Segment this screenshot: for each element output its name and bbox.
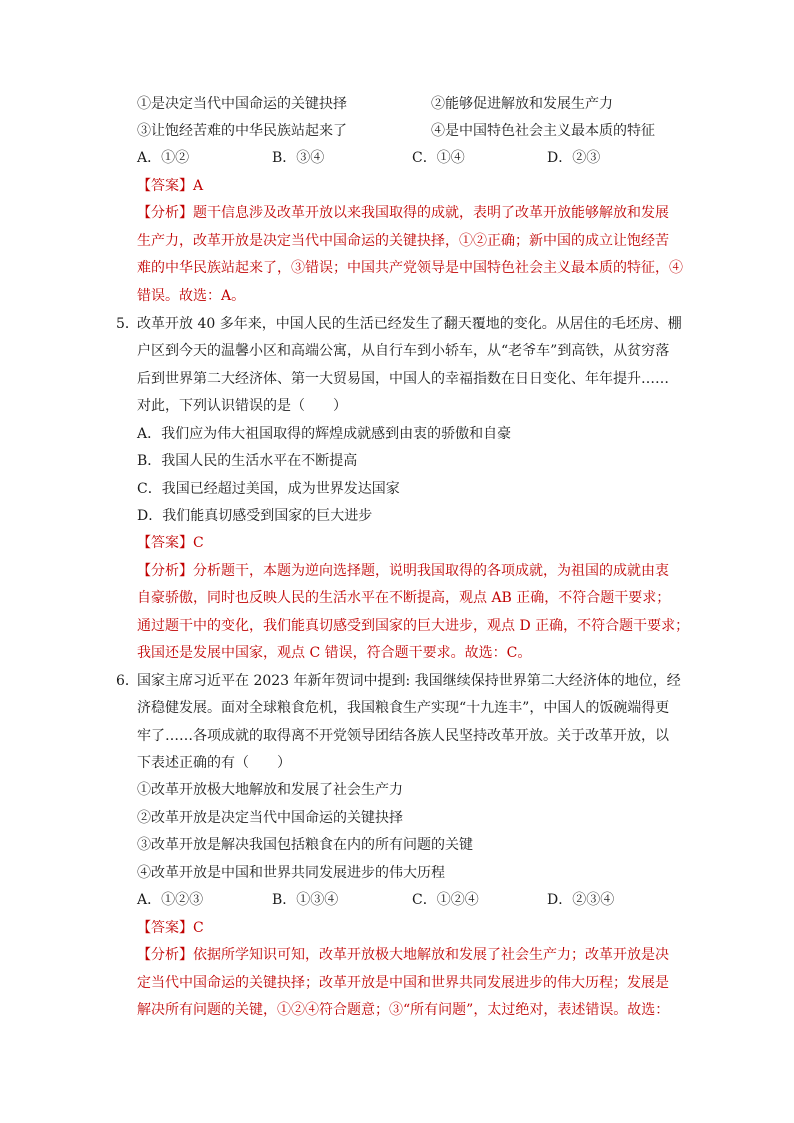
q6-option-c: C．①②④	[412, 892, 479, 908]
q6-answer	[137, 918, 204, 938]
q4-answer	[137, 176, 203, 196]
q5-analysis-line-3: 通过题干中的变化，我们能真切感受到国家的巨大进步，观点 D 正确，不符合题干要求；	[137, 618, 690, 634]
q6-analysis-line-2: 定当代中国命运的关键抉择；改革开放是中国和世界共同发展进步的伟大历程；发展是	[137, 975, 669, 991]
q6-item-2: ②改革开放是决定当代中国命运的关键抉择	[137, 810, 403, 826]
q6-analysis-line-1	[137, 945, 669, 965]
answer-value: C	[193, 920, 204, 936]
q4-item-3: ③让饱经苦难的中华民族站起来了	[137, 123, 347, 139]
analysis-text: 题干信息涉及改革开放以来我国取得的成就，表明了改革开放能够解放和发展	[193, 205, 669, 221]
q5-option-b: B．我国人民的生活水平在不断提高	[137, 453, 358, 469]
q5-number: 5．	[116, 316, 139, 332]
q6-item-3: ③改革开放是解决我国包括粮食在内的所有问题的关键	[137, 837, 473, 853]
q5-option-a: A．我们应为伟大祖国取得的辉煌成就感到由衷的骄傲和自豪	[137, 426, 512, 442]
q4-item-2: ②能够促进解放和发展生产力	[431, 96, 613, 112]
q4-analysis-line-3: 难的中华民族站起来了，③错误；中国共产党领导是中国特色社会主义最本质的特征，④	[137, 260, 683, 276]
analysis-label: 【分析】	[137, 205, 193, 221]
q4-analysis-line-4: 错误。故选：A。	[137, 288, 246, 304]
q5-option-c: C．我国已经超过美国，成为世界发达国家	[137, 481, 400, 497]
q4-option-a: A．①②	[137, 150, 190, 166]
q6-option-d: D．②③④	[547, 892, 615, 908]
q6-stem-line-1: 国家主席习近平在 2023 年新年贺词中提到: 我国继续保持世界第二大经济体的地位，经	[137, 673, 681, 689]
q5-stem-line-1: 改革开放 40 多年来，中国人民的生活已经发生了翻天覆地的变化。从居住的毛坯房、棚	[137, 316, 682, 332]
q6-number: 6．	[116, 673, 139, 689]
q4-option-d: D．②③	[547, 150, 601, 166]
q4-item-1: ①是决定当代中国命运的关键抉择	[137, 96, 347, 112]
q4-item-4: ④是中国特色社会主义最本质的特征	[431, 123, 655, 139]
q5-analysis-line-1	[137, 561, 669, 581]
q6-analysis-line-3: 解决所有问题的关键，①②④符合题意；③“所有问题”，太过绝对，表述错误。故选：	[137, 1002, 670, 1018]
answer-label: 【答案】	[137, 178, 193, 194]
q4-analysis-line-1	[137, 203, 669, 223]
answer-label: 【答案】	[137, 920, 193, 936]
q6-item-1: ①改革开放极大地解放和发展了社会生产力	[137, 782, 403, 798]
q5-option-d: D．我们能真切感受到国家的巨大进步	[137, 508, 373, 524]
q6-stem-line-4: 下表述正确的有（ ）	[137, 755, 291, 771]
q6-stem-line-2: 济稳健发展。面对全球粮食危机，我国粮食生产实现“十九连丰”，中国人的饭碗端得更	[137, 700, 670, 716]
q6-option-a: A．①②③	[137, 892, 204, 908]
analysis-text: 依据所学知识可知，改革开放极大地解放和发展了社会生产力；改革开放是决	[193, 947, 669, 963]
q4-option-c: C．①④	[412, 150, 465, 166]
q5-stem-line-3: 后到世界第二大经济体、第一大贸易国，中国人的幸福指数在日日变化、年年提升……	[137, 371, 669, 387]
q4-analysis-line-2: 生产力，改革开放是决定当代中国命运的关键抉择，①②正确；新中国的成立让饱经苦	[137, 233, 669, 249]
answer-value: A	[193, 178, 204, 194]
q4-option-b: B．③④	[272, 150, 325, 166]
q6-stem-line-3: 牢了……各项成就的取得离不开党领导团结各族人民坚持改革开放。关于改革开放，以	[137, 728, 669, 744]
q5-answer	[137, 533, 204, 553]
q6-item-4: ④改革开放是中国和世界共同发展进步的伟大历程	[137, 865, 445, 881]
q5-analysis-line-2: 自豪骄傲，同时也反映人民的生活水平在不断提高，观点 AB 正确，不符合题干要求；	[137, 590, 671, 606]
analysis-text: 分析题干，本题为逆向选择题，说明我国取得的各项成就，为祖国的成就由衷	[193, 563, 669, 579]
q5-stem-line-4: 对此，下列认识错误的是（ ）	[137, 398, 347, 414]
analysis-label: 【分析】	[137, 563, 193, 579]
q5-analysis-line-4: 我国还是发展中国家，观点 C 错误，符合题干要求。故选：C。	[137, 645, 532, 661]
answer-label: 【答案】	[137, 535, 193, 551]
q5-stem-line-2: 户区到今天的温馨小区和高端公寓，从自行车到小轿车，从“老爷车”到高铁，从贫穷落	[137, 343, 670, 359]
analysis-label: 【分析】	[137, 947, 193, 963]
q6-option-b: B．①③④	[272, 892, 339, 908]
answer-value: C	[193, 535, 204, 551]
